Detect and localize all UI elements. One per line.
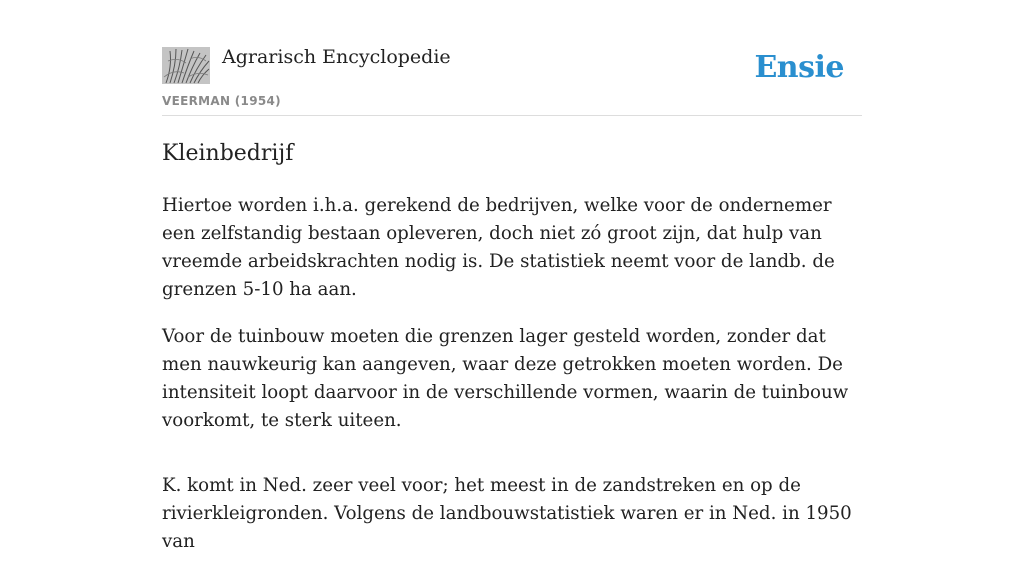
wheat-illustration-icon[interactable] (162, 47, 210, 84)
source-author-year: VEERMAN (1954) (162, 94, 281, 108)
brand-logo[interactable]: Ensie (754, 50, 844, 85)
article-paragraph: Voor de tuinbouw moeten die grenzen lager gesteld worden, zonder dat men nauwkeurig kan aangeven, waar deze getrokken moeten worden. De intensiteit loopt daarvoor in de verschillende vormen, waarin de tuinbouw voorkomt, te sterk uiteen. (162, 326, 849, 431)
page-container (162, 0, 862, 552)
article-paragraph: Hiertoe worden i.h.a. gerekend de bedrijven, welke voor de ondernemer een zelfstandig bestaan opleveren, doch niet zó groot zijn, dat hulp van vreemde arbeidskrachten nodig is. De statistiek neemt voor de landb. de grenzen 5-10 ha aan. (162, 195, 835, 300)
source-title[interactable]: Agrarisch Encyclopedie (222, 46, 451, 68)
article-paragraph: K. komt in Ned. zeer veel voor; het meest in de zandstreken en op de rivierkleigronden. Volgens de landbouwstatistiek waren er in Ned. in 1950 van (162, 475, 852, 552)
article-body (162, 192, 862, 575)
page-header (162, 0, 862, 116)
article-title: Kleinbedrijf (162, 141, 294, 166)
